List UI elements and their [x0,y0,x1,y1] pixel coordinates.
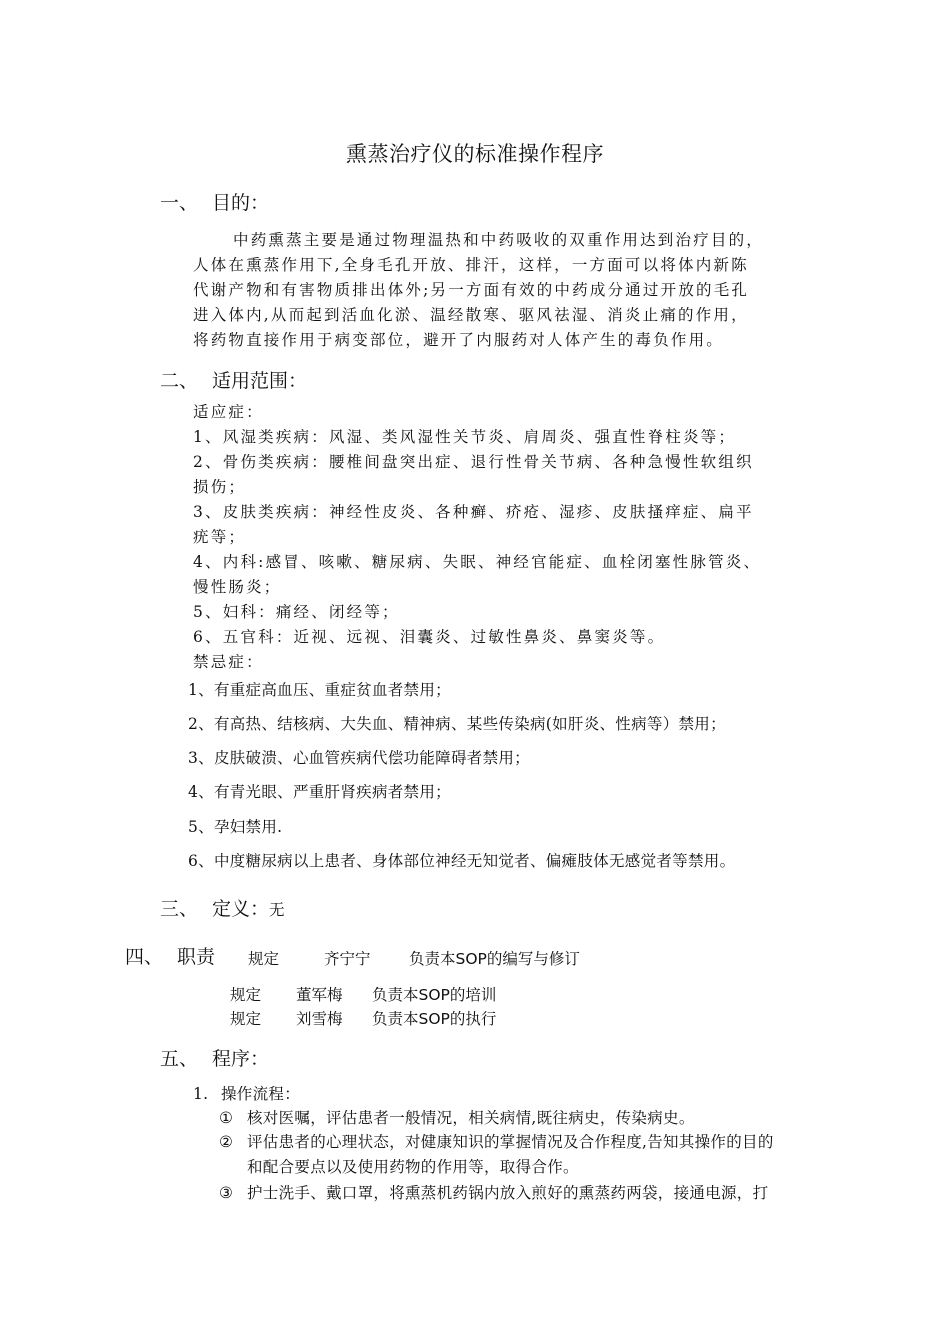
procedure-label: 操作流程： [221,1085,301,1103]
section-number: 二、 [160,370,199,392]
section-number: 四、 [125,946,164,968]
indication-line: 损伤； [193,478,247,496]
step-marker: ③ [219,1184,234,1202]
step-marker: ② [219,1133,234,1151]
paragraph-line: 代谢产物和有害物质排出体外;另一方面有效的中药成分通过开放的毛孔 [193,281,750,299]
indication-line: 6、五官科：近视、远视、泪囊炎、过敏性鼻炎、鼻窦炎等。 [193,628,666,646]
definition-value: 无 [269,901,285,919]
step-text: 评估患者的心理状态，对健康知识的掌握情况及合作程度,告知其操作的目的 [247,1133,774,1151]
duty-task: 负责本SOP的培训 [372,986,497,1004]
procedure-step [219,1155,579,1177]
indication-line: 慢性肠炎； [193,578,282,596]
page-title: 熏蒸治疗仪的标准操作程序 [346,142,604,166]
indication-line: 1、风湿类疾病：风湿、类风湿性关节炎、肩周炎、强直性脊柱炎等； [193,428,737,446]
duty-person: 刘雪梅 [296,1010,343,1028]
section-number: 五、 [160,1048,199,1070]
duty-row [230,983,496,1005]
section-3-heading [160,894,285,921]
step-text: 和配合要点以及使用药物的作用等，取得合作。 [247,1158,579,1176]
paragraph-line: 进入体内,从而起到活血化淤、温经散寒、驱风祛湿、消炎止痛的作用， [193,306,749,324]
paragraph-line: 将药物直接作用于病变部位，避开了内服药对人体产生的毒负作用。 [193,331,725,349]
section-label: 定义： [212,898,270,920]
indication-line: 疣等； [193,528,247,546]
section-2-heading [160,366,307,393]
section-5-heading [160,1044,269,1071]
procedure-step [219,1181,768,1203]
section-label: 适用范围： [212,370,308,392]
duty-task: 负责本SOP的编写与修订 [409,950,580,968]
contraindication-line: 1、有重症高血压、重症贫血者禁用； [188,681,451,699]
contraindication-line: 5、孕妇禁用. [188,818,283,836]
section-number: 三、 [160,898,199,920]
step-text: 核对医嘱，评估患者一般情况，相关病情,既往病史，传染病史。 [247,1109,695,1127]
indications-label: 适应症： [193,403,264,421]
duty-row [248,947,580,969]
procedure-step [219,1106,695,1128]
duty-row [230,1007,496,1029]
duty-role: 规定 [230,986,262,1004]
contraindication-line: 2、有高热、结核病、大失血、精神病、某些传染病(如肝炎、性病等）禁用； [188,715,726,733]
contraindication-line: 6、中度糖尿病以上患者、身体部位神经无知觉者、偏瘫肢体无感觉者等禁用。 [188,852,736,870]
contraindications-label: 禁忌症： [193,653,264,671]
procedure-title [193,1082,300,1104]
procedure-step [219,1130,774,1152]
contraindication-line: 4、有青光眼、严重肝肾疾病者禁用； [188,783,451,801]
duty-role: 规定 [248,950,280,968]
section-label: 职责 [177,946,216,968]
paragraph-line: 中药熏蒸主要是通过物理温热和中药吸收的双重作用达到治疗目的， [233,231,765,249]
step-text: 护士洗手、戴口罩，将熏蒸机药锅内放入煎好的熏蒸药两袋，接通电源，打 [247,1184,769,1202]
indication-line: 5、妇科：痛经、闭经等； [193,603,400,621]
step-marker: ① [219,1109,234,1127]
indication-line: 2、骨伤类疾病：腰椎间盘突出症、退行性骨关节病、各种急慢性软组织 [193,453,754,471]
duty-person: 齐宁宁 [324,950,371,968]
indication-line: 3、皮肤类疾病：神经性皮炎、各种癣、疥疮、湿疹、皮肤搔痒症、扁平 [193,503,754,521]
section-label: 程序： [212,1048,270,1070]
section-1-heading [160,188,269,215]
indication-line: 4、内科:感冒、咳嗽、糖尿病、失眠、神经官能症、血栓闭塞性脉管炎、 [193,553,762,571]
procedure-number: 1. [193,1085,209,1103]
contraindication-line: 3、皮肤破溃、心血管疾病代偿功能障碍者禁用； [188,749,530,767]
duty-role: 规定 [230,1010,262,1028]
duty-task: 负责本SOP的执行 [372,1010,497,1028]
duty-person: 董军梅 [296,986,343,1004]
section-label: 目的： [212,192,270,214]
section-number: 一、 [160,192,199,214]
section-4-heading [125,942,215,969]
paragraph-line: 人体在熏蒸作用下,全身毛孔开放、排汗，这样，一方面可以将体内新陈 [193,256,749,274]
